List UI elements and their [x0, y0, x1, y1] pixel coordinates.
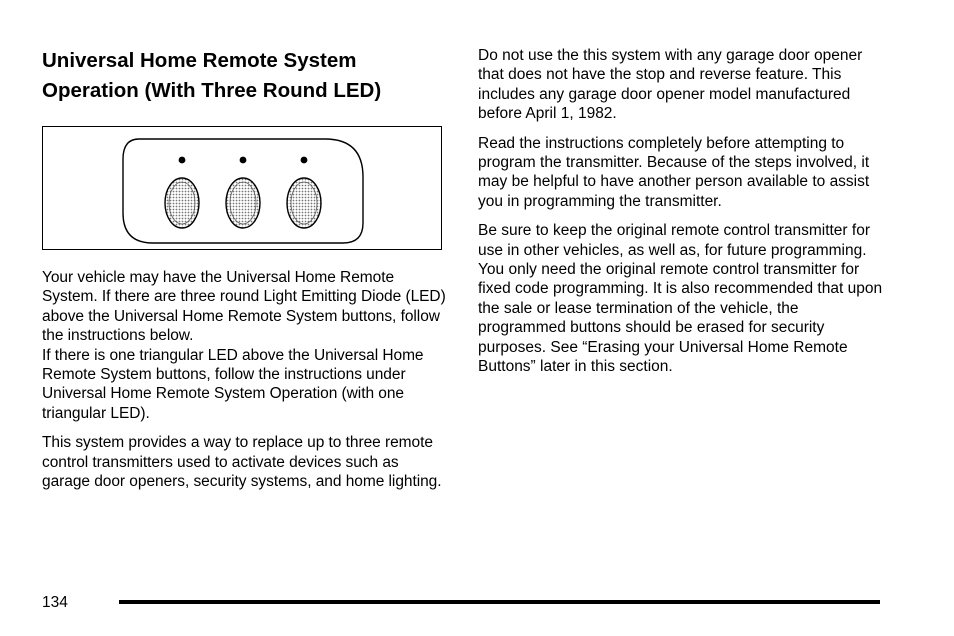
system-purpose-paragraph: This system provides a way to replace up to three remote control transmitters used to activate devices such as garage door openers, security systems, and home lighting.: [42, 434, 442, 491]
left-column: [42, 46, 447, 501]
led-3-icon: [301, 157, 308, 164]
read-instructions-paragraph: Read the instructions completely before attempting to program the transmitter. Because of the steps involved, it may be helpful to have another person available to assist you in programming the transmitter.: [478, 134, 870, 210]
led-1-icon: [179, 157, 186, 164]
right-column: [478, 46, 888, 387]
section-heading: Universal Home Remote System Operation (With Three Round LED): [42, 49, 382, 102]
intro-one-led-text: If there is one triangular LED above the Universal Home Remote System buttons, follow the instructions under Universal Home Remote System Operation (with one triangular LED).: [42, 346, 424, 422]
keep-original-paragraph: Be sure to keep the original remote control transmitter for use in other vehicles, as well as, for future programming. You only need the original remote control transmitter for fixed code programming. It is also recommended that upon the sale or lease termination of the vehicle, the programmed buttons should be erased for security purposes. See “Erasing your Universal Home Remote Buttons” later in this section.: [478, 222, 883, 376]
led-2-icon: [240, 157, 247, 164]
remote-illustration: [42, 126, 442, 250]
button-1-icon: [165, 178, 199, 228]
footer-rule: [119, 600, 880, 604]
intro-three-led-text: Your vehicle may have the Universal Home Remote System. If there are three round Light Emitting Diode (LED) above the Universal Home Remote System buttons, follow the instructions below.: [42, 269, 446, 345]
button-3-icon: [287, 178, 321, 228]
button-2-icon: [226, 178, 260, 228]
intro-paragraph: [42, 268, 447, 423]
remote-panel-graphic: [43, 127, 443, 251]
page-number: 134: [42, 594, 68, 611]
warning-paragraph: Do not use the this system with any garage door opener that does not have the stop and reverse feature. This includes any garage door opener model manufactured before April 1, 1982.: [478, 47, 863, 123]
